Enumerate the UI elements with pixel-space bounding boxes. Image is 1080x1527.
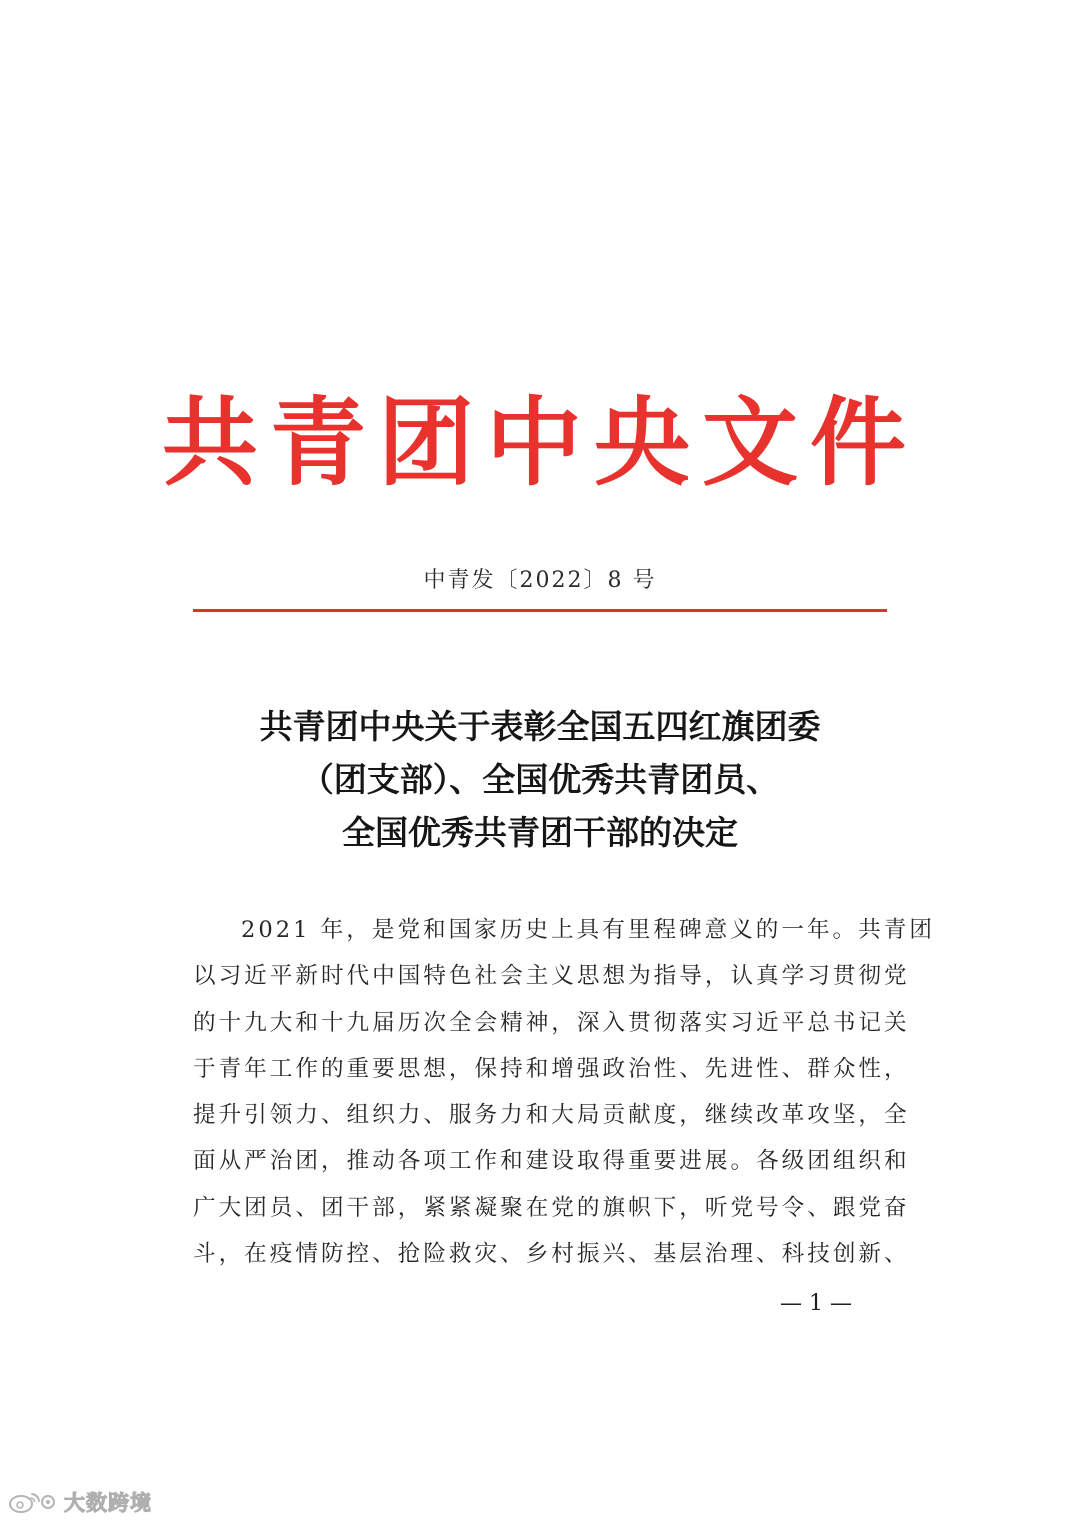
body-line: 面从严治团，推动各项工作和建设取得重要进展。各级团组织和 bbox=[193, 1148, 910, 1175]
body-line: 斗，在疫情防控、抢险救灾、乡村振兴、基层治理、科技创新、 bbox=[193, 1241, 910, 1268]
red-divider-line bbox=[193, 609, 887, 612]
body-line: 的十九大和十九届历次全会精神，深入贯彻落实习近平总书记关 bbox=[193, 1009, 910, 1036]
document-number: 中青发〔2022〕8 号 bbox=[423, 568, 657, 593]
title-line: 共青团中央关于表彰全国五四红旗团委 bbox=[259, 707, 821, 746]
document-masthead: 共青团中央文件 bbox=[162, 386, 918, 499]
body-line: 于青年工作的重要思想，保持和增强政治性、先进性、群众性， bbox=[193, 1055, 910, 1082]
document-body bbox=[193, 907, 935, 1277]
watermark bbox=[8, 1487, 152, 1517]
body-line: 2021 年，是党和国家历史上具有里程碑意义的一年。共青团 bbox=[241, 917, 935, 943]
body-line: 以习近平新时代中国特色社会主义思想为指导，认真学习贯彻党 bbox=[193, 963, 910, 990]
page-number: — 1 — bbox=[780, 1291, 852, 1316]
weibo-logo-icon bbox=[8, 1490, 58, 1514]
title-line: 全国优秀共青团干部的决定 bbox=[342, 813, 738, 852]
document-title bbox=[193, 700, 887, 859]
title-line: （团支部）、全国优秀共青团员、 bbox=[300, 760, 780, 799]
body-line: 广大团员、团干部，紧紧凝聚在党的旗帜下，听党号令、跟党奋 bbox=[193, 1194, 910, 1221]
body-line: 提升引领力、组织力、服务力和大局贡献度，继续改革攻坚，全 bbox=[193, 1102, 910, 1129]
watermark-text: 大数跨境 bbox=[64, 1491, 152, 1515]
